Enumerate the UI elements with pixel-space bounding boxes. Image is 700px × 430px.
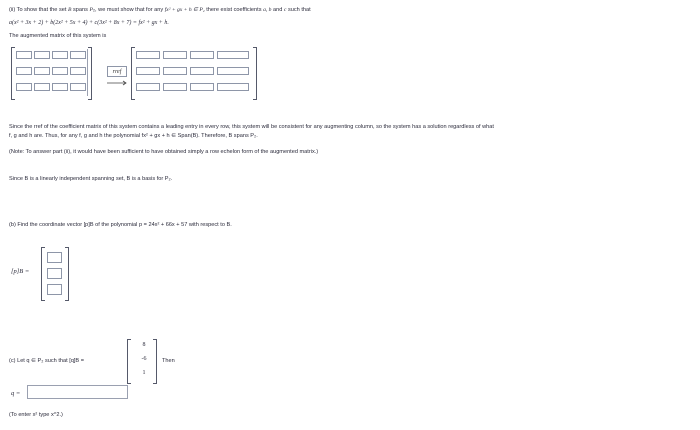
consistency-text-line2: f, g and h are. Thus, for any f, g and h the polynomial fx² + gx + h ∈ Span(B). Therefore, B spans P₂.: [9, 133, 258, 139]
rref-label: rref: [107, 66, 127, 77]
matrix-cell[interactable]: [34, 83, 50, 91]
right-bracket: [253, 47, 257, 100]
part-b-question: (b) Find the coordinate vector [p]B of the polynomial p = 24x² + 66x + 57 with respect to B.: [9, 222, 232, 228]
right-arrow-icon: [106, 80, 128, 86]
q-answer-input[interactable]: [27, 385, 128, 399]
matrix-cell[interactable]: [163, 83, 187, 91]
matrix-cell[interactable]: [136, 83, 160, 91]
matrix-cell[interactable]: [136, 67, 160, 75]
right-bracket: [153, 339, 157, 384]
matrix-cell[interactable]: [190, 67, 214, 75]
matrix-cell[interactable]: [34, 67, 50, 75]
part-c-question: (c) Let q ∈ P₂ such that [q]B =: [9, 358, 84, 364]
vector-value-1: 8: [142, 342, 146, 348]
vector-entry-2[interactable]: [47, 268, 62, 279]
consistency-text-line1: Since the rref of the coefficient matrix of this system contains a leading entry in every row, this system will be consistent for any augmenting column, so the system has a solution regardless of what: [9, 124, 494, 130]
q-label: q =: [11, 390, 21, 397]
left-bracket: [131, 47, 135, 100]
left-bracket: [127, 339, 131, 384]
matrix-cell[interactable]: [34, 51, 50, 59]
matrix-cell[interactable]: [190, 83, 214, 91]
matrix-cell[interactable]: [70, 51, 86, 59]
vector-entry-3[interactable]: [47, 284, 62, 295]
note-text: (Note: To answer part (ii), it would have been sufficient to have obtained simply a row echelon form of the augmented matrix.): [9, 149, 319, 155]
part-ii-intro: (ii) To show that the set B spans P₂, we must show that for any fx² + gx + h ∈ P₂ there exist coefficients a, b and c such that: [9, 7, 311, 13]
matrix-cell[interactable]: [70, 67, 86, 75]
matrix-cell[interactable]: [217, 51, 249, 59]
matrix-cell[interactable]: [52, 51, 68, 59]
matrix-cell[interactable]: [163, 67, 187, 75]
then-text: Then: [162, 358, 175, 364]
matrix-cell[interactable]: [16, 51, 32, 59]
augment-divider: [87, 49, 88, 96]
right-bracket: [65, 247, 69, 301]
matrix-cell[interactable]: [52, 83, 68, 91]
matrix-cell[interactable]: [190, 51, 214, 59]
hint-text: (To enter x² type x^2.): [9, 412, 63, 418]
augmented-matrix-label: The augmented matrix of this system is: [9, 33, 107, 39]
matrix-cell[interactable]: [70, 83, 86, 91]
matrix-cell[interactable]: [52, 67, 68, 75]
matrix-cell[interactable]: [16, 83, 32, 91]
matrix-cell[interactable]: [16, 67, 32, 75]
left-bracket: [11, 47, 15, 100]
matrix-cell[interactable]: [217, 83, 249, 91]
vector-entry-1[interactable]: [47, 252, 62, 263]
matrix-cell[interactable]: [136, 51, 160, 59]
left-bracket: [41, 247, 45, 301]
basis-text: Since B is a linearly independent spanning set, B is a basis for P₂.: [9, 176, 173, 182]
coordinate-vector-label: [p]B =: [11, 268, 30, 275]
right-bracket: [88, 47, 92, 100]
polynomial-equation: a(x² + 3x + 2) + b(2x² + 5x + 4) + c(3x² + 8x + 7) = fx² + gx + h.: [9, 20, 169, 26]
matrix-cell[interactable]: [163, 51, 187, 59]
matrix-cell[interactable]: [217, 67, 249, 75]
vector-value-3: 1: [142, 370, 146, 376]
vector-value-2: -6: [141, 356, 147, 362]
